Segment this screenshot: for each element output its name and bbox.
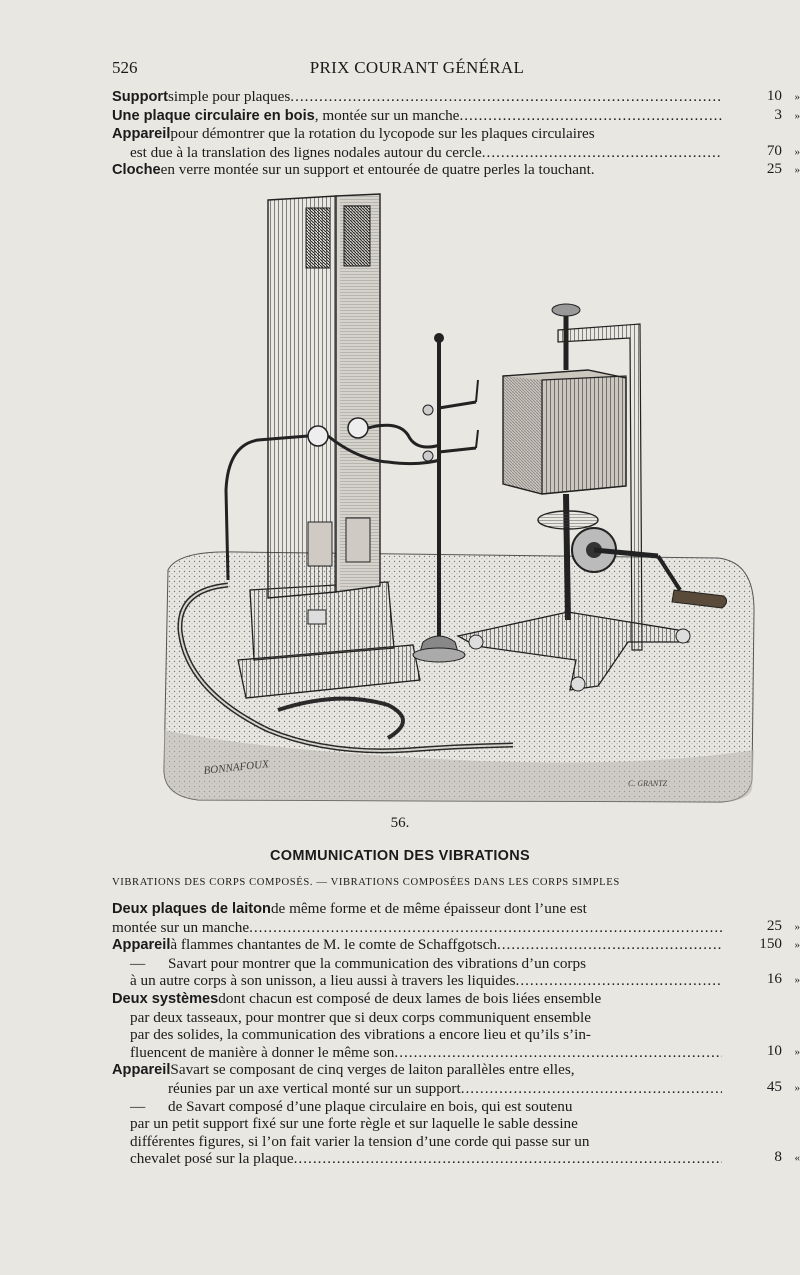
page-header <box>112 58 722 82</box>
list-item: Deux plaques de laiton de même forme et de même épaisseur dont l’une est montée sur un manche ..... 25 » <box>112 900 800 936</box>
entry-term: Appareil <box>112 1062 171 1079</box>
entry-term: Appareil <box>112 937 171 954</box>
list-item <box>112 107 800 126</box>
list-item: Appareil Savart se composant de cinq verges de laiton parallèles entre elles, réunies par un axe vertical monté sur un support ..... 45 » <box>112 1061 800 1097</box>
running-title: PRIX COURANT GÉNÉRAL <box>309 58 525 77</box>
entry-price: 16 » <box>766 970 800 988</box>
entry-price: 70 » <box>766 141 800 159</box>
entry-price: 150 » <box>759 935 800 953</box>
repeat-dash: — <box>130 1097 146 1115</box>
entry-term: Deux plaques de laiton <box>112 901 271 917</box>
entry-price: 3 » <box>774 105 800 123</box>
entry-price: 8 « <box>774 1148 800 1166</box>
list-item: Appareil à flammes chantantes de M. le comte de Schaffgotsch ..... 150 » <box>112 936 800 955</box>
entry-term: Une plaque circulaire en bois <box>112 107 315 124</box>
section-subtitle: VIBRATIONS DES CORPS COMPOSÉS. — VIBRATIONS COMPOSÉES DANS LES CORPS SIMPLES <box>112 877 620 888</box>
top-entry-list <box>112 88 800 180</box>
entry-price: 10 » <box>766 87 800 104</box>
figure-caption: 56. <box>390 815 410 831</box>
bottom-entry-list <box>112 900 800 1168</box>
entry-price: 25 » <box>766 916 800 934</box>
repeat-dash: — <box>130 954 146 972</box>
list-item <box>112 125 800 161</box>
entry-term: Cloche <box>112 162 161 179</box>
list-item: — de Savart composé d’une plaque circulaire en bois, qui est soutenu par un petit support fixé sur une forte règle et sur laquelle le sable dessine différentes figures, si l’on fait varier la tension d’une corde qui passe sur un chevalet posé sur la plaque ..... 8 « <box>112 1098 800 1168</box>
entry-term: Support <box>112 89 168 105</box>
entry-price: 45 » <box>766 1077 800 1095</box>
list-item: — Savart pour montrer que la communication des vibrations d’un corps à un autre corps à son unisson, a lieu aussi à travers les liquides ..... 16 » <box>112 955 800 990</box>
entry-term: Deux systèmes <box>112 990 219 1007</box>
entry-description: simple pour plaques <box>167 88 291 105</box>
engraver-signature-left: BONNAFOUX <box>203 758 270 777</box>
section-title: COMMUNICATION DES VIBRATIONS <box>270 848 530 864</box>
entry-description-continued: est due à la translation des lignes nodales autour du cercle <box>130 143 482 161</box>
engraver-signature-right: C. GRANTZ <box>628 779 668 788</box>
list-item <box>112 161 800 180</box>
entry-term: Appareil <box>112 126 171 143</box>
list-item <box>112 88 800 107</box>
page-number: 526 <box>112 58 138 77</box>
entry-price: 10 » <box>766 1041 800 1059</box>
entry-description: en verre montée sur un support et entourée de quatre perles la touchant. <box>160 161 595 179</box>
apparatus-engraving <box>158 190 756 808</box>
entry-description: , montée sur un manche <box>314 106 460 124</box>
entry-description: pour démontrer que la rotation du lycopode sur les plaques circulaires <box>170 125 595 143</box>
list-item: Deux systèmes dont chacun est composé de deux lames de bois liées ensemble par deux tasseaux, pour montrer que si deux corps communiquent ensemble par des solides, la communication des vibrations a encore lieu et qu’ils s’in- fluencent de manière à donner le même son ..... 10 » <box>112 990 800 1061</box>
entry-price: 25 » <box>766 160 800 178</box>
